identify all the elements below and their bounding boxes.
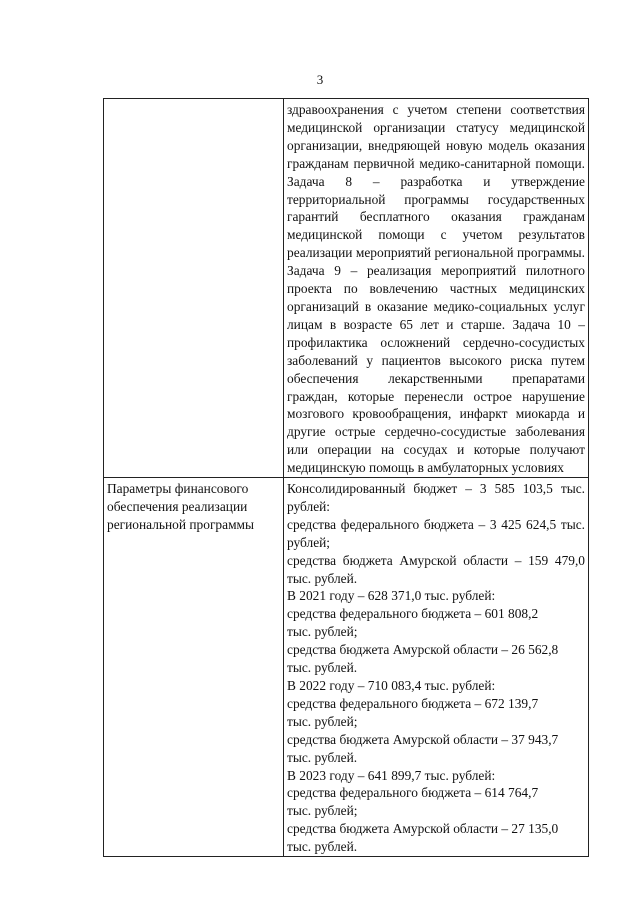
table-row xyxy=(104,478,589,857)
regional-2023-unit: тыс. рублей. xyxy=(287,839,358,855)
regional-2022-unit: тыс. рублей. xyxy=(287,749,358,765)
row1-label-cell xyxy=(104,99,284,478)
table-row xyxy=(104,99,589,478)
federal-budget-total-line: средства федерального бюджета – 3 425 624,5 тыс. рублей; xyxy=(287,516,585,550)
year-2022-line: В 2022 году – 710 083,4 тыс. рублей: xyxy=(287,678,496,693)
regional-2021-line: средства бюджета Амурской области – 26 562,8 xyxy=(287,642,559,658)
regional-2021-unit: тыс. рублей. xyxy=(287,660,358,676)
row2-label-cell xyxy=(104,478,284,857)
page-number: 3 xyxy=(316,72,324,87)
program-passport-table xyxy=(103,98,589,857)
row1-content-cell xyxy=(284,99,589,478)
regional-2022-line: средства бюджета Амурской области – 37 943,7 xyxy=(287,731,559,747)
regional-budget-total-line: средства бюджета Амурской области – 159 479,0 тыс. рублей. xyxy=(287,552,585,586)
row2-content-cell xyxy=(284,478,589,857)
year-2021-line: В 2021 году – 628 371,0 тыс. рублей: xyxy=(287,588,496,604)
federal-2023-unit: тыс. рублей; xyxy=(287,803,358,819)
year-2023-line: В 2023 году – 641 899,7 тыс. рублей: xyxy=(287,767,496,783)
federal-2022-line: средства федерального бюджета – 672 139,7 xyxy=(287,695,539,711)
tasks-text: здравоохранения с учетом степени соответствия медицинской организации статусу медицинской организации, внедряющей новую модель оказания гражданам первичной медико-санитарной помощи. Задача 8 – разработка и утверждение территориальной программы государственных гарантий бесплатного оказания гражданам медицинской помощи с учетом результатов реализации мероприятий региональной программы. Задача 9 – реализация мероприятий пилотного проекта по вовлечению частных медицинских организаций в оказание медико-социальных услуг лицам в возрасте 65 лет и старше. Задача 10 – профилактика осложнений сердечно-сосудистых заболеваний у пациентов высокого риска путем обеспечения лекарственными препаратами граждан, которые перенесли острое нарушение мозгового кровообращения, инфаркт миокарда и другие острые сердечно-сосудистые заболевания или операции на сосудах и которые получают медицинскую помощь в амбулаторных условиях xyxy=(287,102,585,476)
financing-label: Параметры финансового обеспечения реализации региональной программы xyxy=(107,481,255,532)
consolidated-budget-line: Консолидированный бюджет – 3 585 103,5 тыс. рублей: xyxy=(287,481,585,514)
federal-2021-unit: тыс. рублей; xyxy=(287,624,358,640)
regional-2023-line: средства бюджета Амурской области – 27 135,0 xyxy=(287,821,559,837)
federal-2021-line: средства федерального бюджета – 601 808,2 xyxy=(287,606,539,622)
federal-2023-line: средства федерального бюджета – 614 764,7 xyxy=(287,785,539,801)
federal-2022-unit: тыс. рублей; xyxy=(287,713,358,729)
